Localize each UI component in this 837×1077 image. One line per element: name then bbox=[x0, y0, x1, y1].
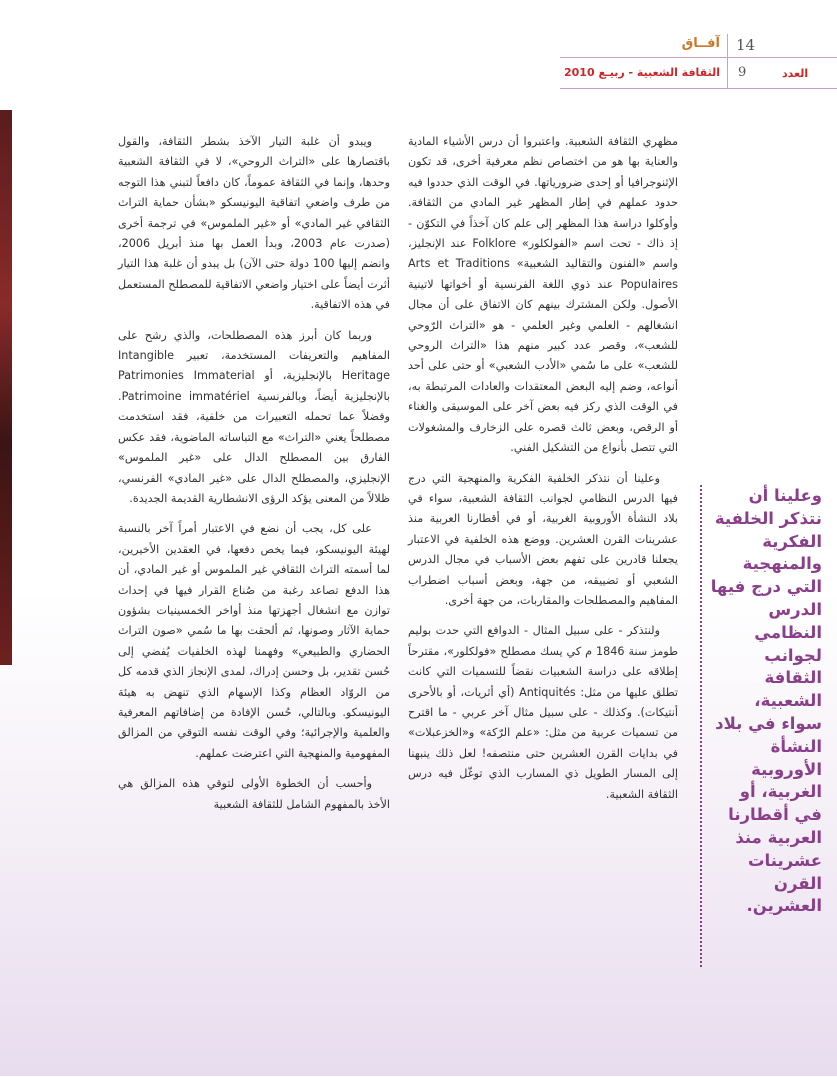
paragraph: وربما كان أبرز هذه المصطلحات، والذي رشح على المفاهيم والتعريفات المستخدمة، تعبير Intangible Heritage بالإنجليزية، أو Patrimonies Immaterial بالإنجليزية أيضاً، وبالفرنسية Patrimoine immatériel. وفضلاً عما تحمله التعبيرات من خلفية، فقد استخدمت مصطلحاً يعني «التراث» مع التباساته الماضوية، فقد عكس الفارق بين المصطلح الدال على «غير الملموس» الإنجليزي، والمصطلح الدال على «غير المادي» الفرنسي، ظلالاً من المعنى يؤكد الرؤى الانشطارية القديمة الجديدة. bbox=[118, 328, 390, 505]
article-column-left bbox=[118, 132, 390, 1077]
paragraph: ويبدو أن غلبة التيار الآخذ بشطر الثقافة، والقول باقتصارها على «التراث الروحي»، لا في الثقافة الشعبية وحدها، وإنما في الثقافة عموماً، كان دافعاً لتبني هذا التوجه من طرف واضعي اتفاقية اليونيسكو «بشأن حماية التراث الثقافي غير المادي» أو «غير الملموس» في ترجمة أخرى (صدرت عام 2003، وبدأ العمل بها منذ أبريل 2006، وانضم إليها 100 دولة حتى الآن) بل يبدو أن غلبة هذا التيار أثرت أيضاً على اختيار واضعي الاتفاقية للمصطلح المستعمل في هذه الاتفاقية. bbox=[118, 135, 391, 312]
header-divider bbox=[727, 34, 728, 88]
magazine-name: آفــاق bbox=[681, 36, 720, 51]
paragraph: وعلينا أن نتذكر الخلفية الفكرية والمنهجية التي درج فيها الدرس النظامي لجوانب الثقافة الشعبية، سواء في بلاد النشأة الأوروبية الغربية، أو في أقطارنا العربية منذ عشرينات القرن العشرين. ووضع هذه الخلفية في الاعتبار يجعلنا قادرين على تفهم بعض الأسباب في مجال الدرس الشعبي أو تضييقه، من جهة، وبعض أسباب اضطراب المفاهيم والمصطلحات والمقاربات، من جهة أخرى. bbox=[408, 471, 678, 607]
header-rule-top bbox=[560, 57, 837, 58]
article-column-right bbox=[408, 132, 678, 1077]
pull-quote: وعلينا أن نتذكر الخلفية الفكرية والمنهجية التي درج فيها الدرس النظامي لجوانب الثقافة الشعبية، سواء في بلاد النشأة الأوروبية الغربية، أو في أقطارنا العربية منذ عشرينات القرن العشرين. bbox=[700, 485, 822, 967]
paragraph: وأحسب أن الخطوة الأولى لتوقي هذه المزالق هي الأخذ بالمفهوم الشامل للثقافة الشعبية bbox=[118, 777, 390, 811]
paragraph: ولنتذكر - على سبيل المثال - الدوافع التي حدت بوليم طومز سنة 1846 م كي يسك مصطلح «فولكلور»، مقترحاً إطلاقه على دراسة الشعبيات نقضاً للتسميات التي كانت تطلق عليها من مثل: Antiquités (أي أثريات، أو بالأحرى أنتيكات). وكذلك - على سبيل مثال آخر عربي - ما اقترح من تسميات عربية من مثل: «علم الرّكة» و«الخزعبلات» في بدايات القرن العشرين حتى منتصفه! لعل ذلك ينبهنا إلى المسار الطويل ذي المسارب الذي توغّل فيه درس الثقافة الشعبية. bbox=[408, 624, 678, 801]
paragraph: مظهري الثقافة الشعبية. واعتبروا أن درس الأشياء المادية والعناية بها هو من اختصاص نظم معرفية أخرى، قد تكون الإثنوجرافيا أو إحدى ضرورياتها. في الوقت الذي حددوا فيه حدود عملهم في إطار المظهر غير المادي من الثقافة. وأوكلوا دراسة هذا المظهر إلى علم كان آخذاً في التكوّن - إذ ذاك - تحت اسم «الفولكلور» Folklore عند الإنجليز، واسم «الفنون والتقاليد الشعبية» Arts et Traditions Populaires عند ذوي اللغة الفرنسية أو أخواتها لاتينية الأصول. ولكن المشترك بينهم كان الاتفاق على أن مجال انشغالهم - العلمي وغير العلمي - هو «التراث الرّوحي للشعب»، وقصر عدد كبير منهم هذا «التراث الروحي للشعب» على ما سُمي «الأدب الشعبي» أو حتى على أحد أنواعه، وضم إليه البعض المعتقدات والعادات المرتبطة به، في الوقت الذي ركز فيه بعض آخر على الموسيقى والغناء أو الرقص، وبعض ثالث قصره على الزخارف والمشغولات التي تتصل بأنواع من التشكيل الفني. bbox=[408, 135, 678, 455]
issue-line: الثقافة الشعبية - ربيـع 2010 bbox=[563, 66, 720, 79]
left-edge-photo-strip bbox=[0, 110, 12, 665]
page-number: 14 bbox=[736, 36, 756, 54]
paragraph: على كل، يجب أن نضع في الاعتبار أمراً آخر بالنسبة لهيئة اليونيسكو، فيما يخص دفعها، في العقدين الأخيرين، لما أسمته التراث الثقافي غير الملموس أو غير المادي، أن هذا الدفع تصاعد رغبة من صُناع القرار فيها في إحداث توازن مع انشغال أجهزتها منذ أواخر الخمسينيات بشؤون حماية الآثار وصونها، ثم ألحقت بها ما سُمي «صون التراث الحضاري والطبيعي» وفهمنا لهذه الخلفيات يُفضي إلى حُسن تقدير، بل وحسن إدراك، لمدى الإنجاز الذي قدمه كل من الروّاد العظام وكذا الإسهام الذي تنهض به هيئة اليونيسكو. وبالتالي، حُسن الإفادة من إضافاتهم المعرفية والعلمية والإجرائية؛ وفي الوقت نفسه التوقي من المزالق المفهومية والمنهجية التي اعترضت عملهم. bbox=[118, 522, 390, 760]
header-rule-bottom bbox=[560, 88, 837, 89]
issue-number: 9 bbox=[738, 65, 747, 80]
page-header bbox=[560, 30, 837, 90]
issue-label: العدد bbox=[782, 67, 809, 80]
